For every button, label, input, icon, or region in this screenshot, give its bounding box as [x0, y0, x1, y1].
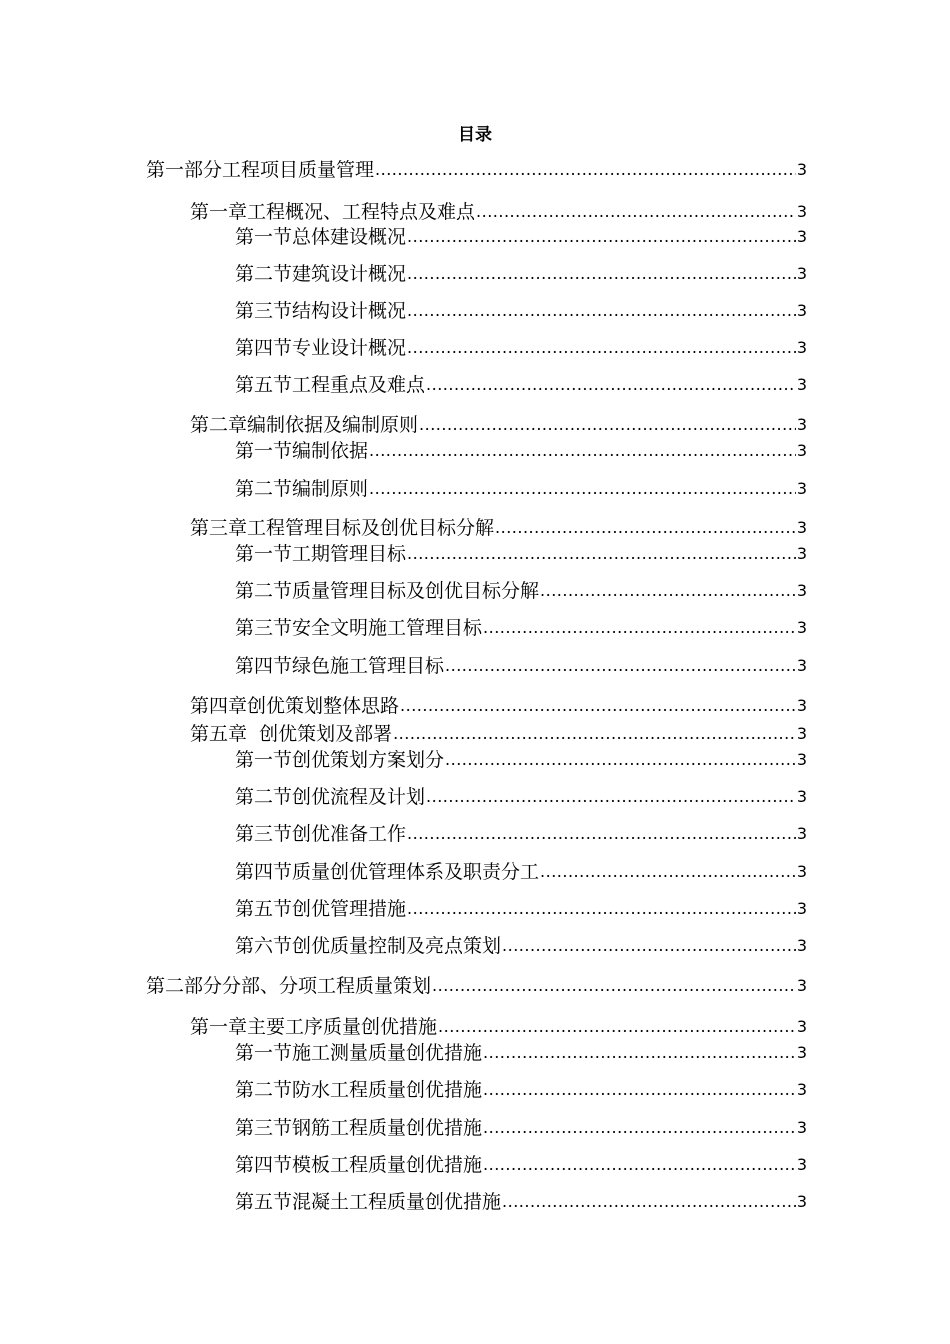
toc-entry-section[interactable] [235, 1115, 807, 1141]
dot-leader [419, 415, 796, 435]
dot-leader [407, 824, 796, 844]
toc-entry-label: 第三节安全文明施工管理目标 [235, 617, 483, 639]
toc-entry-page-number: 3 [796, 899, 807, 918]
toc-entry-label: 第一节总体建设概况 [235, 226, 407, 248]
toc-entry-page-number: 3 [796, 618, 807, 637]
toc-entry-section[interactable] [235, 615, 807, 641]
dot-leader [483, 1118, 796, 1138]
toc-entry-section[interactable] [235, 298, 807, 324]
toc-entry-label: 第一节编制依据 [235, 440, 369, 462]
toc-entry-label: 第四节质量创优管理体系及职责分工 [235, 861, 540, 883]
dot-leader [495, 518, 796, 538]
toc-entry-page-number: 3 [796, 479, 807, 498]
toc-entry-page-number: 3 [796, 1017, 807, 1036]
dot-leader [483, 1043, 796, 1063]
dot-leader [393, 724, 796, 744]
toc-entry-label: 第三节结构设计概况 [235, 300, 407, 322]
dot-leader [369, 441, 796, 461]
dot-leader [426, 787, 796, 807]
toc-entry-chapter[interactable] [190, 721, 807, 747]
toc-entry-label: 第一节工期管理目标 [235, 543, 407, 565]
toc-entry-page-number: 3 [796, 338, 807, 357]
toc-entry-page-number: 3 [796, 750, 807, 769]
toc-entry-page-number: 3 [796, 936, 807, 955]
toc-entry-section[interactable] [235, 224, 807, 250]
toc-entry-section[interactable] [235, 541, 807, 567]
dot-leader [502, 1192, 796, 1212]
toc-entry-label: 第四节专业设计概况 [235, 337, 407, 359]
dot-leader [483, 1080, 796, 1100]
toc-entry-label: 第四节模板工程质量创优措施 [235, 1154, 483, 1176]
toc-entry-label: 第三节创优准备工作 [235, 823, 407, 845]
toc-entry-section[interactable] [235, 1077, 807, 1103]
toc-entry-label: 第五节混凝土工程质量创优措施 [235, 1191, 502, 1213]
dot-leader [407, 338, 796, 358]
toc-entry-page-number: 3 [796, 1043, 807, 1062]
toc-entry-section[interactable] [235, 476, 807, 502]
toc-entry-section[interactable] [235, 578, 807, 604]
toc-entry-section[interactable] [235, 1189, 807, 1215]
dot-leader [400, 696, 796, 716]
toc-entry-page-number: 3 [796, 518, 807, 537]
toc-entry-page-number: 3 [796, 375, 807, 394]
toc-entry-label: 第一部分工程项目质量管理 [146, 159, 375, 181]
toc-entry-page-number: 3 [796, 696, 807, 715]
toc-entry-label: 第二节创优流程及计划 [235, 786, 426, 808]
toc-entry-page-number: 3 [796, 1080, 807, 1099]
dot-leader [407, 264, 796, 284]
dot-leader [445, 750, 796, 770]
dot-leader [432, 976, 796, 996]
dot-leader [426, 375, 796, 395]
toc-entry-page-number: 3 [796, 415, 807, 434]
toc-entry-section[interactable] [235, 335, 807, 361]
toc-entry-page-number: 3 [796, 824, 807, 843]
toc-entry-chapter[interactable] [190, 412, 807, 438]
dot-leader [483, 1155, 796, 1175]
toc-entry-page-number: 3 [796, 202, 807, 221]
toc-entry-label: 第四章创优策划整体思路 [190, 695, 400, 717]
toc-entry-label: 第一节创优策划方案划分 [235, 749, 445, 771]
toc-entry-section[interactable] [235, 1040, 807, 1066]
toc-entry-page-number: 3 [796, 1118, 807, 1137]
toc-entry-part[interactable] [146, 973, 807, 999]
toc-entry-chapter[interactable] [190, 693, 807, 719]
toc-entry-chapter[interactable] [190, 199, 807, 225]
toc-entry-label: 第五节工程重点及难点 [235, 374, 426, 396]
dot-leader [407, 899, 796, 919]
dot-leader [407, 301, 796, 321]
toc-entry-page-number: 3 [796, 227, 807, 246]
dot-leader [483, 618, 796, 638]
toc-entry-section[interactable] [235, 261, 807, 287]
toc-entry-chapter[interactable] [190, 1014, 807, 1040]
dot-leader [407, 544, 796, 564]
toc-entry-section[interactable] [235, 821, 807, 847]
dot-leader [369, 479, 796, 499]
toc-entry-page-number: 3 [796, 787, 807, 806]
toc-entry-label: 第二节防水工程质量创优措施 [235, 1079, 483, 1101]
toc-entry-section[interactable] [235, 438, 807, 464]
toc-entry-label: 第三章工程管理目标及创优目标分解 [190, 517, 495, 539]
toc-entry-label: 第二章编制依据及编制原则 [190, 414, 419, 436]
toc-entry-page-number: 3 [796, 724, 807, 743]
toc-entry-label: 第一章主要工序质量创优措施 [190, 1016, 438, 1038]
toc-entry-page-number: 3 [796, 1155, 807, 1174]
toc-entry-section[interactable] [235, 372, 807, 398]
toc-entry-section[interactable] [235, 933, 807, 959]
toc-entry-label: 第一章工程概况、工程特点及难点 [190, 201, 476, 223]
toc-entry-label: 第一节施工测量质量创优措施 [235, 1042, 483, 1064]
toc-entry-label: 第三节钢筋工程质量创优措施 [235, 1117, 483, 1139]
dot-leader [540, 581, 796, 601]
dot-leader [502, 936, 796, 956]
toc-entry-page-number: 3 [796, 544, 807, 563]
toc-entry-section[interactable] [235, 784, 807, 810]
toc-entry-page-number: 3 [796, 264, 807, 283]
toc-entry-label: 第六节创优质量控制及亮点策划 [235, 935, 502, 957]
toc-entry-page-number: 3 [796, 160, 807, 179]
toc-entry-page-number: 3 [796, 1192, 807, 1211]
toc-entry-label: 第二部分分部、分项工程质量策划 [146, 975, 432, 997]
toc-entry-page-number: 3 [796, 976, 807, 995]
dot-leader [540, 862, 796, 882]
toc-entry-page-number: 3 [796, 441, 807, 460]
toc-entry-label: 第五章 创优策划及部署 [190, 723, 393, 745]
dot-leader [407, 227, 796, 247]
toc-entry-page-number: 3 [796, 862, 807, 881]
toc-entry-section[interactable] [235, 896, 807, 922]
toc-entry-section[interactable] [235, 859, 807, 885]
toc-entry-section[interactable] [235, 747, 807, 773]
toc-title: 目录 [458, 125, 492, 145]
dot-leader [445, 656, 796, 676]
toc-entry-page-number: 3 [796, 301, 807, 320]
toc-entry-part[interactable] [146, 157, 807, 183]
dot-leader [438, 1017, 796, 1037]
toc-entry-label: 第二节质量管理目标及创优目标分解 [235, 580, 540, 602]
toc-entry-page-number: 3 [796, 656, 807, 675]
toc-entry-section[interactable] [235, 653, 807, 679]
toc-entry-label: 第四节绿色施工管理目标 [235, 655, 445, 677]
toc-entry-label: 第二节建筑设计概况 [235, 263, 407, 285]
toc-entry-page-number: 3 [796, 581, 807, 600]
toc-entry-label: 第五节创优管理措施 [235, 898, 407, 920]
dot-leader [375, 160, 796, 180]
toc-entry-chapter[interactable] [190, 515, 807, 541]
dot-leader [476, 202, 796, 222]
toc-entry-section[interactable] [235, 1152, 807, 1178]
toc-entry-label: 第二节编制原则 [235, 478, 369, 500]
